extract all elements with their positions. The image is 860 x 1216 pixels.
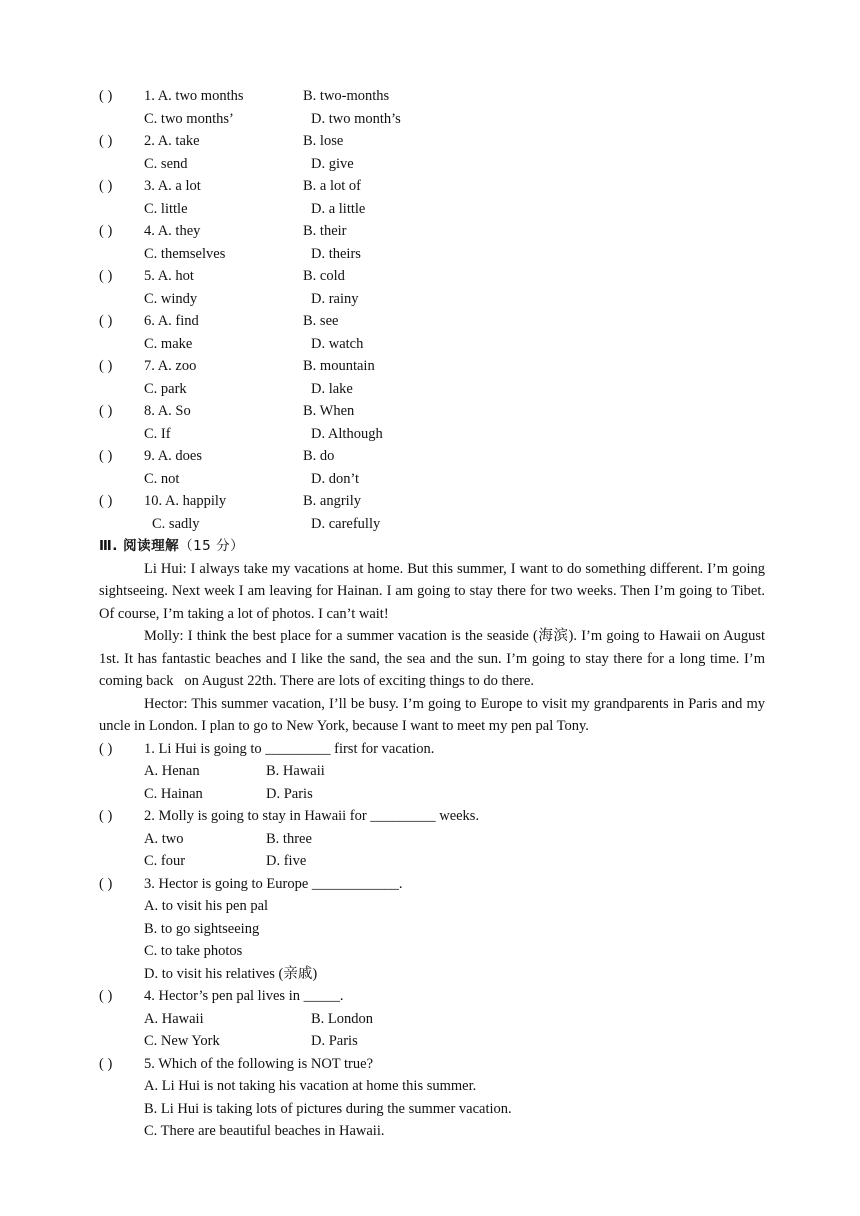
- reading-question-3: ( ) 3. Hector is going to Europe ____________.: [99, 873, 765, 896]
- option-a: A. Hawaii: [144, 1010, 204, 1027]
- option-c: C. If: [144, 425, 171, 442]
- option-a: A. happily: [164, 493, 227, 509]
- option-d: D. Paris: [311, 1033, 358, 1049]
- cloze-question-3: ( ) 3. A. a lot B. a lot of: [99, 175, 765, 198]
- reading-question-1: ( ) 1. Li Hui is going to _________ first for vacation.: [99, 738, 765, 761]
- option-a: A. zoo: [157, 358, 197, 374]
- option-d: D. watch: [311, 335, 364, 352]
- passage-molly: Molly: I think the best place for a summer vacation is the seaside (海滨). I’m going to Hawaii on August 1st. It has fantastic beaches and I like the sand, the sea and the sun. I’m going to stay there for a long time. I’m coming back on August 22th. There are lots of exciting things to do there.: [99, 628, 765, 689]
- option-a: A. So: [157, 403, 191, 419]
- option-c: C. two months’: [144, 110, 234, 127]
- passage-hector: Hector: This summer vacation, I’ll be busy. I’m going to Europe to visit my grandparents in Paris and my uncle in London. I plan to go to New York, because I want to meet my pen pal Tony.: [99, 695, 765, 734]
- cloze-question-7: ( ) 7. A. zoo B. mountain: [99, 355, 765, 378]
- option-b: B. do: [303, 448, 335, 464]
- option-d: D. theirs: [311, 245, 361, 262]
- option-d: D. lake: [311, 380, 353, 397]
- option-b: B. London: [311, 1010, 374, 1027]
- cloze-question-4: ( ) 4. A. they B. their: [99, 220, 765, 243]
- option-c: C. windy: [144, 290, 198, 307]
- option-d: D. Although: [311, 425, 383, 442]
- option-c: C. not: [144, 470, 180, 487]
- option-d: D. Paris: [266, 785, 313, 802]
- option-d: D. a little: [311, 200, 366, 217]
- option-a: A. two: [144, 830, 184, 847]
- option-b: B. see: [303, 313, 339, 329]
- document-page: [99, 85, 765, 1143]
- option-b: B. a lot of: [303, 178, 361, 194]
- option-d: D. to visit his relatives (亲戚): [144, 965, 318, 982]
- option-a: A. Li Hui is not taking his vacation at home this summer.: [144, 1078, 477, 1094]
- reading-question-5: ( ) 5. Which of the following is NOT true?: [99, 1053, 765, 1076]
- question-stem: 4. Hector’s pen pal lives in _____.: [144, 988, 344, 1004]
- reading-question-4: ( ) 4. Hector’s pen pal lives in _____.: [99, 985, 765, 1008]
- section-title: Ⅲ. 阅读理解: [99, 538, 180, 554]
- reading-question-2: ( ) 2. Molly is going to stay in Hawaii for _________ weeks.: [99, 805, 765, 828]
- option-c: C. park: [144, 380, 187, 397]
- cloze-question-9: ( ) 9. A. does B. do: [99, 445, 765, 468]
- option-d: D. don’t: [311, 470, 360, 487]
- option-c: C. sadly: [152, 515, 200, 532]
- option-d: D. rainy: [311, 290, 359, 307]
- option-b: B. to go sightseeing: [144, 920, 260, 937]
- option-d: D. carefully: [311, 515, 381, 532]
- option-c: C. There are beautiful beaches in Hawaii.: [144, 1123, 385, 1139]
- cloze-question-1: ( ) 1. A. two months B. two-months: [99, 85, 765, 108]
- option-a: A. find: [157, 313, 199, 329]
- option-c: C. send: [144, 155, 188, 172]
- option-b: B. lose: [303, 133, 344, 149]
- cloze-question-6: ( ) 6. A. find B. see: [99, 310, 765, 333]
- option-b: B. cold: [303, 268, 345, 284]
- option-c: C. New York: [144, 1033, 220, 1049]
- option-c: C. four: [144, 853, 186, 869]
- option-d: D. two month’s: [311, 110, 401, 127]
- question-stem: 1. Li Hui is going to _________ first for vacation.: [144, 740, 435, 757]
- option-b: B. three: [266, 830, 312, 847]
- cloze-options: [99, 85, 765, 535]
- passage-li-hui: Li Hui: I always take my vacations at home. But this summer, I want to do something different. I’m going sightseeing. Next week I am leaving for Hainan. I am going to stay there for two weeks. Then I’m going to Tibet. Of course, I’m taking a lot of photos. I can’t wait!: [99, 560, 765, 622]
- reading-questions: [99, 738, 765, 1143]
- section-heading: [99, 535, 765, 558]
- question-stem: 2. Molly is going to stay in Hawaii for _________ weeks.: [144, 808, 480, 824]
- option-d: D. five: [266, 853, 307, 869]
- option-b: B. mountain: [303, 358, 375, 374]
- option-a: A. to visit his pen pal: [144, 898, 269, 914]
- option-b: B. When: [303, 403, 355, 419]
- cloze-question-5: ( ) 5. A. hot B. cold: [99, 265, 765, 288]
- option-b: B. angrily: [303, 493, 361, 509]
- option-c: C. Hainan: [144, 785, 203, 802]
- option-b: B. two-months: [303, 88, 390, 104]
- cloze-question-2: ( ) 2. A. take B. lose: [99, 130, 765, 153]
- option-b: B. Li Hui is taking lots of pictures during the summer vacation.: [144, 1100, 512, 1117]
- option-a: A. take: [157, 133, 200, 149]
- answer-paren: ( ): [99, 88, 113, 104]
- option-b: B. their: [303, 223, 347, 239]
- option-c: C. themselves: [144, 245, 226, 262]
- option-d: D. give: [311, 155, 354, 172]
- option-a: A. Henan: [144, 763, 200, 779]
- section-score: （15 分）: [179, 538, 245, 554]
- option-b: B. Hawaii: [266, 763, 325, 779]
- option-c: C. make: [144, 335, 193, 352]
- option-a: A. they: [157, 223, 201, 239]
- option-a: A. hot: [157, 268, 194, 284]
- cloze-question-10: ( ) 10. A. happily B. angrily: [99, 490, 765, 513]
- question-stem: 3. Hector is going to Europe ____________.: [144, 875, 403, 892]
- question-stem: 5. Which of the following is NOT true?: [144, 1055, 374, 1072]
- option-a: A. two months: [157, 88, 244, 104]
- option-c: C. little: [144, 200, 188, 217]
- cloze-question-8: ( ) 8. A. So B. When: [99, 400, 765, 423]
- option-c: C. to take photos: [144, 943, 243, 959]
- option-a: A. does: [157, 448, 203, 464]
- option-a: A. a lot: [157, 178, 201, 194]
